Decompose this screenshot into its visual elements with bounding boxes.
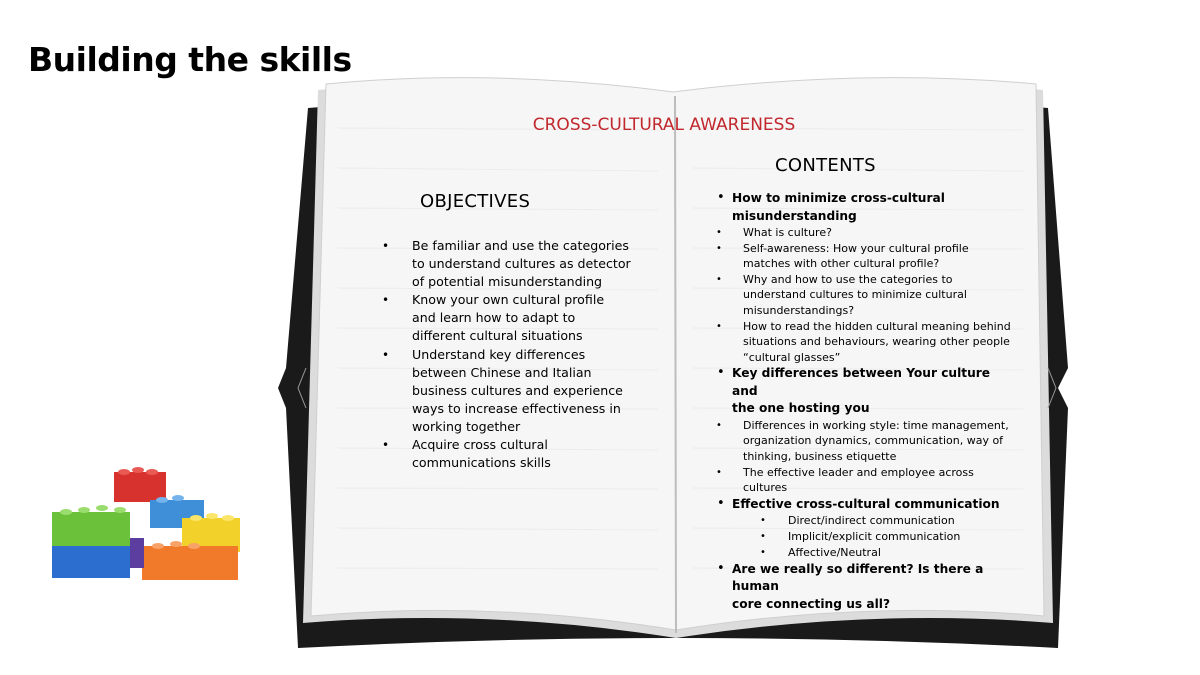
- bullet: •: [760, 546, 766, 558]
- contents-text: Differences in working style: time management,: [743, 418, 1009, 432]
- contents-line: [712, 272, 1012, 288]
- bullet: •: [760, 515, 766, 527]
- objective-text: between Chinese and Italian: [412, 364, 592, 380]
- contents-text: Direct/indirect communication: [788, 514, 955, 528]
- bullet: •: [716, 419, 722, 431]
- objective-text: of potential misunderstanding: [412, 274, 603, 290]
- bullet: •: [382, 239, 390, 253]
- contents-list: [712, 190, 1012, 613]
- contents-text: The effective leader and employee across: [743, 465, 974, 479]
- objective-text: to understand cultures as detector: [412, 256, 631, 272]
- bullet: •: [716, 320, 722, 332]
- contents-text: Self-awareness: How your cultural profile: [743, 241, 969, 255]
- contents-line: [712, 433, 1012, 449]
- bullet: •: [716, 227, 722, 238]
- contents-line: [712, 225, 1012, 241]
- contents-line: [712, 449, 1012, 465]
- objective-text: Understand key differences: [412, 346, 586, 362]
- contents-line: [712, 545, 1012, 561]
- contents-line: [712, 596, 1012, 614]
- contents-line: [712, 319, 1012, 335]
- objective-item: [378, 436, 638, 472]
- contents-text: situations and behaviours, wearing other people: [743, 335, 1010, 349]
- lego-bricks-image: [46, 462, 246, 587]
- contents-line: [712, 334, 1012, 350]
- contents-line: [712, 465, 1012, 481]
- contents-text: misunderstanding: [732, 208, 857, 223]
- objective-text: working together: [412, 418, 521, 434]
- bullet: •: [382, 438, 390, 453]
- bullet: •: [716, 466, 722, 478]
- contents-line: [712, 365, 1012, 400]
- book-spine: [675, 96, 676, 633]
- bullet: •: [716, 242, 722, 254]
- objective-text: business cultures and experience: [412, 382, 623, 398]
- contents-line: [712, 241, 1012, 257]
- contents-line: [712, 400, 1012, 418]
- contents-line: [712, 190, 1012, 208]
- objective-item: [378, 346, 638, 436]
- bullet: •: [717, 365, 725, 381]
- objectives-heading: OBJECTIVES: [420, 191, 531, 212]
- contents-text: Are we really so different? Is there a human: [732, 561, 984, 594]
- bullet: •: [760, 531, 766, 543]
- contents-line: [712, 513, 1012, 529]
- contents-line: [712, 561, 1012, 596]
- contents-line: [712, 350, 1012, 366]
- objective-text: Be familiar and use the categories: [412, 238, 629, 253]
- slide-title: Building the skills: [28, 40, 352, 79]
- objective-text: communications skills: [412, 455, 551, 471]
- contents-line: [712, 303, 1012, 319]
- contents-text: cultures: [743, 481, 788, 495]
- contents-text: How to minimize cross-cultural: [732, 191, 945, 205]
- contents-text: “cultural glasses”: [743, 350, 841, 364]
- book-title: CROSS-CULTURAL AWARENESS: [532, 115, 796, 135]
- contents-text: thinking, business etiquette: [743, 450, 897, 464]
- bullet: •: [717, 190, 725, 205]
- contents-text: misunderstandings?: [743, 303, 855, 317]
- contents-heading: CONTENTS: [775, 155, 876, 176]
- contents-text: understand cultures to minimize cultural: [743, 288, 967, 302]
- contents-line: [712, 529, 1012, 545]
- contents-text: organization dynamics, communication, way of: [743, 434, 1004, 448]
- contents-text: Effective cross-cultural communication: [732, 496, 1000, 511]
- objective-text: Know your own cultural profile: [412, 292, 605, 308]
- bullet: •: [716, 273, 722, 285]
- bullet: •: [382, 293, 390, 308]
- bullet: •: [382, 347, 390, 362]
- contents-text: How to read the hidden cultural meaning behind: [743, 319, 1011, 333]
- contents-line: [712, 208, 1012, 226]
- objectives-list: [378, 237, 638, 472]
- contents-line: [712, 418, 1012, 434]
- objective-text: and learn how to adapt to: [412, 310, 576, 326]
- contents-text: matches with other cultural profile?: [743, 257, 940, 271]
- bullet: •: [717, 560, 725, 576]
- contents-text: core connecting us all?: [732, 596, 891, 611]
- contents-text: Key differences between Your culture and: [732, 366, 991, 398]
- bullet: •: [717, 495, 725, 511]
- contents-text: Implicit/explicit communication: [788, 530, 961, 544]
- contents-text: Why and how to use the categories to: [743, 272, 953, 286]
- contents-text: Affective/Neutral: [788, 545, 881, 559]
- contents-line: [712, 287, 1012, 303]
- open-book-illustration: [278, 68, 1078, 663]
- contents-text: What is culture?: [743, 226, 832, 239]
- contents-line: [712, 256, 1012, 272]
- contents-line: [712, 480, 1012, 496]
- objective-text: Acquire cross cultural: [412, 437, 548, 453]
- objective-item: [378, 291, 638, 345]
- objective-text: different cultural situations: [412, 328, 583, 344]
- objective-item: [378, 237, 638, 291]
- contents-line: [712, 496, 1012, 514]
- objective-text: ways to increase effectiveness in: [412, 400, 621, 416]
- contents-text: the one hosting you: [732, 401, 870, 416]
